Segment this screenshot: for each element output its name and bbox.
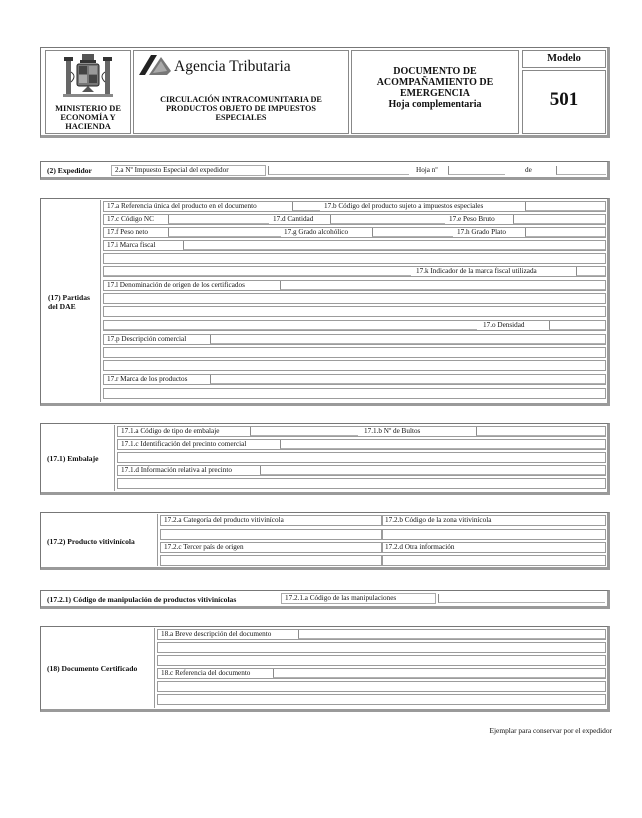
field-17c-label: 17.c Código NC (107, 215, 154, 223)
partidas-blank-row-5[interactable] (103, 360, 606, 371)
field-17c-input[interactable] (168, 215, 269, 224)
vitivinicola-section-label: (17.2) Producto vitivinícola (47, 537, 135, 546)
embalaje-blank-row-1[interactable] (117, 452, 606, 463)
field-17g-input[interactable] (372, 228, 453, 237)
field-17h-input[interactable] (525, 228, 605, 237)
coat-of-arms-logo (62, 52, 114, 100)
field-171c-input[interactable] (280, 440, 605, 449)
field-17f-label: 17.f Peso neto (107, 228, 148, 236)
agency-logo-icon (137, 51, 173, 77)
field-18a-label: 18.a Breve descripción del documento (161, 630, 272, 638)
field-17k-input[interactable] (576, 267, 605, 276)
certificado-divider (154, 628, 155, 708)
field-172c-input[interactable] (160, 555, 383, 566)
field-17p-input[interactable] (210, 335, 605, 344)
field-171d-label: 17.1.d Información relativa al precinto (121, 466, 232, 474)
field-171a-label: 17.1.a Código de tipo de embalaje (121, 427, 220, 435)
embalaje-blank-row-2[interactable] (117, 478, 606, 489)
field-17l-label: 17.l Denominación de origen de los certificados (107, 281, 245, 289)
certificado-section-label: (18) Documento Certificado (47, 664, 138, 673)
field-17d-label: 17.d Cantidad (273, 215, 314, 223)
field-17f-input[interactable] (168, 228, 281, 237)
field-17b-input[interactable] (525, 202, 605, 211)
field-171a-input[interactable] (250, 427, 358, 436)
field-18c-label: 18.c Referencia del documento (161, 669, 251, 677)
field-17k-label: 17.k Indicador de la marca fiscal utilizada (416, 267, 537, 275)
expedidor-section-label: (2) Expedidor (47, 166, 92, 175)
field-17e-input[interactable] (513, 215, 605, 224)
embalaje-section-label: (17.1) Embalaje (47, 454, 99, 463)
field-17g-label: 17.g Grado alcohólico (284, 228, 349, 236)
manipulacion-section-label: (17.2.1) Código de manipulación de productos vitivinícolas (47, 595, 237, 604)
partidas-blank-row-1[interactable] (103, 253, 606, 264)
field-17o-label: 17.o Densidad (483, 321, 525, 329)
field-172b-input[interactable] (381, 529, 606, 540)
field-172a-label: 17.2.a Categoría del producto vitivinícola (164, 516, 284, 524)
certificado-blank-row-4[interactable] (157, 694, 606, 705)
certificado-blank-row-1[interactable] (157, 642, 606, 653)
document-title: DOCUMENTO DE ACOMPAÑAMIENTO DE EMERGENCIA Hoja complementaria (376, 66, 494, 110)
partidas-blank-row-6[interactable] (103, 388, 606, 399)
field-171b-label: 17.1.b Nº de Bultos (364, 427, 421, 435)
field-1721a-label: 17.2.1.a Código de las manipulaciones (285, 594, 397, 602)
partidas-blank-row-3[interactable] (103, 306, 606, 317)
field-17k-prefix-input[interactable] (104, 267, 411, 276)
field-172b-label: 17.2.b Código de la zona vitivinícola (385, 516, 492, 524)
field-17d-input[interactable] (330, 215, 445, 224)
partidas-blank-row-4[interactable] (103, 347, 606, 358)
field-17a-label: 17.a Referencia única del producto en el documento (107, 202, 257, 210)
sheet-of-label: de (525, 166, 532, 174)
partidas-blank-row-2[interactable] (103, 293, 606, 304)
field-17a-input[interactable] (292, 202, 320, 211)
sheet-total-input[interactable] (556, 166, 606, 175)
field-17b-label: 17.b Código del producto sujeto a impuestos especiales (324, 202, 484, 210)
field-17r-label: 17.r Marca de los productos (107, 375, 188, 383)
certificado-blank-row-2[interactable] (157, 655, 606, 666)
field-171d-input[interactable] (260, 466, 605, 475)
sheet-number-label: Hoja nº (416, 166, 438, 174)
embalaje-divider (114, 425, 115, 491)
field-171c-label: 17.1.c Identificación del precinto comercial (121, 440, 247, 448)
field-17p-label: 17.p Descripción comercial (107, 335, 187, 343)
field-172a-input[interactable] (160, 529, 383, 540)
field-1721a-input[interactable] (438, 594, 605, 603)
field-172c-label: 17.2.c Tercer país de origen (164, 543, 244, 551)
partidas-section-label: (17) Partidas del DAE (48, 293, 90, 311)
model-number: 501 (549, 89, 579, 110)
agency-name: Agencia Tributaria (174, 58, 291, 75)
sheet-number-input[interactable] (448, 166, 505, 175)
certificado-blank-row-3[interactable] (157, 681, 606, 692)
vitivinicola-divider (157, 514, 158, 566)
field-171b-input[interactable] (476, 427, 605, 436)
field-172d-label: 17.2.d Otra información (385, 543, 455, 551)
footer-note: Ejemplar para conservar por el expedidor (489, 726, 612, 735)
circulation-title: CIRCULACIÓN INTRACOMUNITARIA DE PRODUCTOS OBJETO DE IMPUESTOS ESPECIALES (160, 95, 322, 122)
field-18c-input[interactable] (273, 669, 605, 678)
model-label: Modelo (547, 53, 581, 64)
field-17o-input[interactable] (549, 321, 605, 330)
field-17e-label: 17.e Peso Bruto (449, 215, 495, 223)
expedidor-tax-label: 2.a Nº Impuesto Especial del expedidor (115, 166, 229, 174)
field-17r-input[interactable] (210, 375, 605, 384)
expedidor-tax-input[interactable] (268, 166, 409, 175)
field-17i-input[interactable] (183, 241, 605, 250)
partidas-divider (100, 200, 101, 402)
ministry-name: MINISTERIO DE ECONOMÍA Y HACIENDA (55, 104, 121, 131)
field-17o-prefix-input[interactable] (104, 321, 477, 330)
field-17i-label: 17.i Marca fiscal (107, 241, 156, 249)
field-18a-input[interactable] (298, 630, 605, 639)
field-17h-label: 17.h Grado Plato (457, 228, 506, 236)
field-17l-input[interactable] (280, 281, 605, 290)
field-172d-input[interactable] (381, 555, 606, 566)
